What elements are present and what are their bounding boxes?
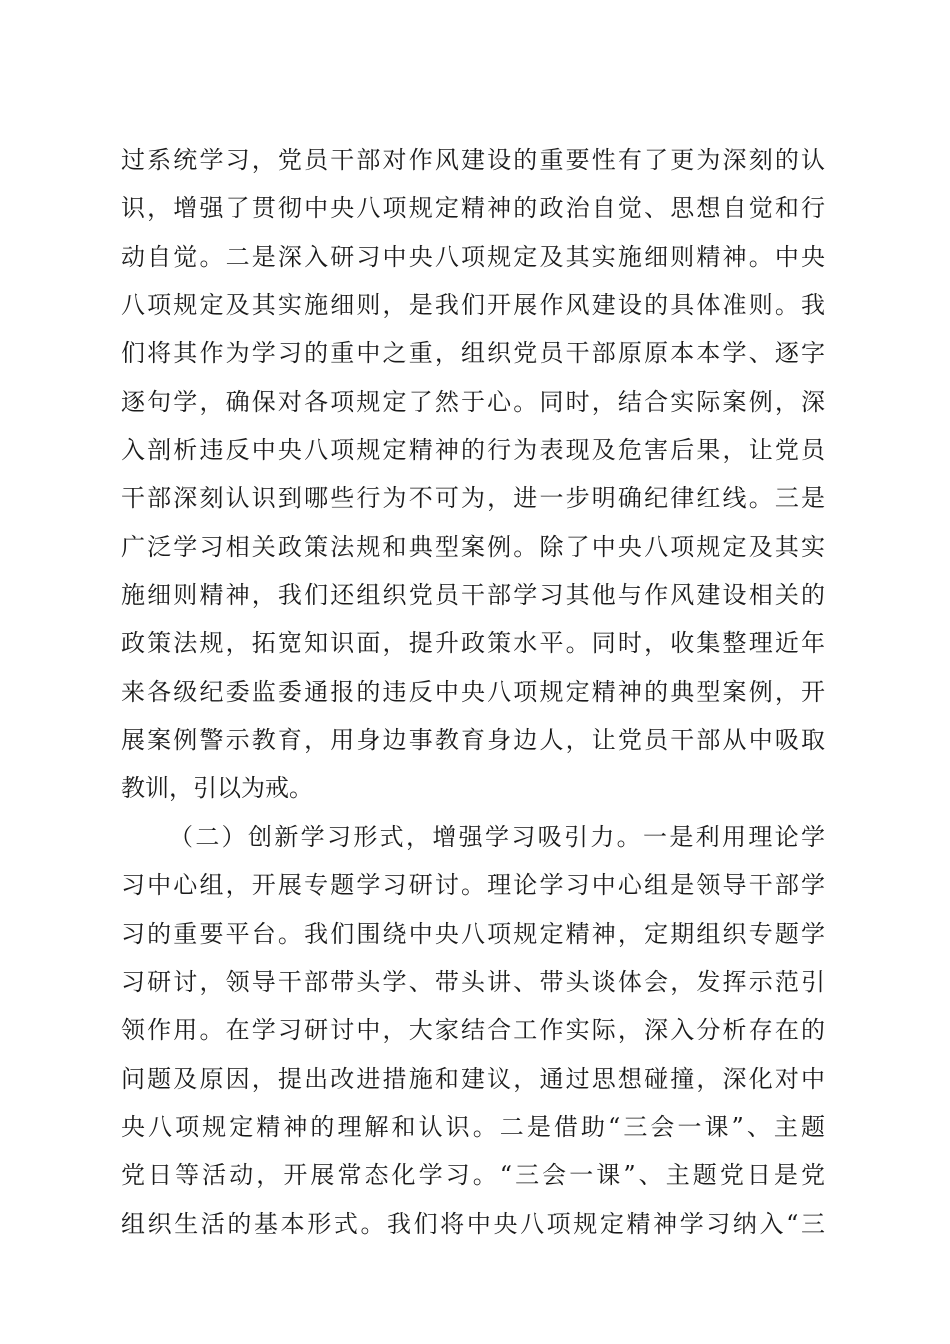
- text-line: 识，增强了贯彻中央八项规定精神的政治自觉、思想自觉和行: [121, 194, 825, 223]
- text-line: 干部深刻认识到哪些行为不可为，进一步明确纪律红线。三是: [121, 484, 825, 513]
- text-line: 八项规定及其实施细则，是我们开展作风建设的具体准则。我: [121, 291, 825, 320]
- text-line: 施细则精神，我们还组织党员干部学习其他与作风建设相关的: [121, 581, 825, 610]
- text-line: 逐句学，确保对各项规定了然于心。同时，结合实际案例，深: [121, 387, 825, 416]
- text-line: 组织生活的基本形式。我们将中央八项规定精神学习纳入“三: [121, 1209, 825, 1238]
- text-line: 广泛学习相关政策法规和典型案例。除了中央八项规定及其实: [121, 532, 825, 561]
- text-line: 领作用。在学习研讨中，大家结合工作实际，深入分析存在的: [121, 1016, 825, 1045]
- text-line: 习中心组，开展专题学习研讨。理论学习中心组是领导干部学: [121, 871, 825, 900]
- text-line: 政策法规，拓宽知识面，提升政策水平。同时，收集整理近年: [121, 629, 825, 658]
- text-line: 来各级纪委监委通报的违反中央八项规定精神的典型案例，开: [121, 677, 825, 706]
- section-heading-line: （二）创新学习形式，增强学习吸引力。一是利用理论学: [169, 822, 825, 851]
- text-line: 央八项规定精神的理解和认识。二是借助“三会一课”、主题: [121, 1112, 825, 1141]
- text-line: 问题及原因，提出改进措施和建议，通过思想碰撞，深化对中: [121, 1064, 825, 1093]
- text-line: 习研讨，领导干部带头学、带头讲、带头谈体会，发挥示范引: [121, 967, 825, 996]
- body-text: [121, 136, 825, 1248]
- text-line: 习的重要平台。我们围绕中央八项规定精神，定期组织专题学: [121, 919, 825, 948]
- text-line: 入剖析违反中央八项规定精神的行为表现及危害后果，让党员: [121, 436, 825, 465]
- text-line: 党日等活动，开展常态化学习。“三会一课”、主题党日是党: [121, 1161, 825, 1190]
- text-line: 动自觉。二是深入研习中央八项规定及其实施细则精神。中央: [121, 242, 825, 271]
- text-line: 过系统学习，党员干部对作风建设的重要性有了更为深刻的认: [121, 146, 825, 174]
- text-line: 展案例警示教育，用身边事教育身边人，让党员干部从中吸取: [121, 726, 825, 755]
- text-line: 们将其作为学习的重中之重，组织党员干部原原本本学、逐字: [121, 339, 825, 368]
- text-line: 教训，引以为戒。: [121, 774, 313, 803]
